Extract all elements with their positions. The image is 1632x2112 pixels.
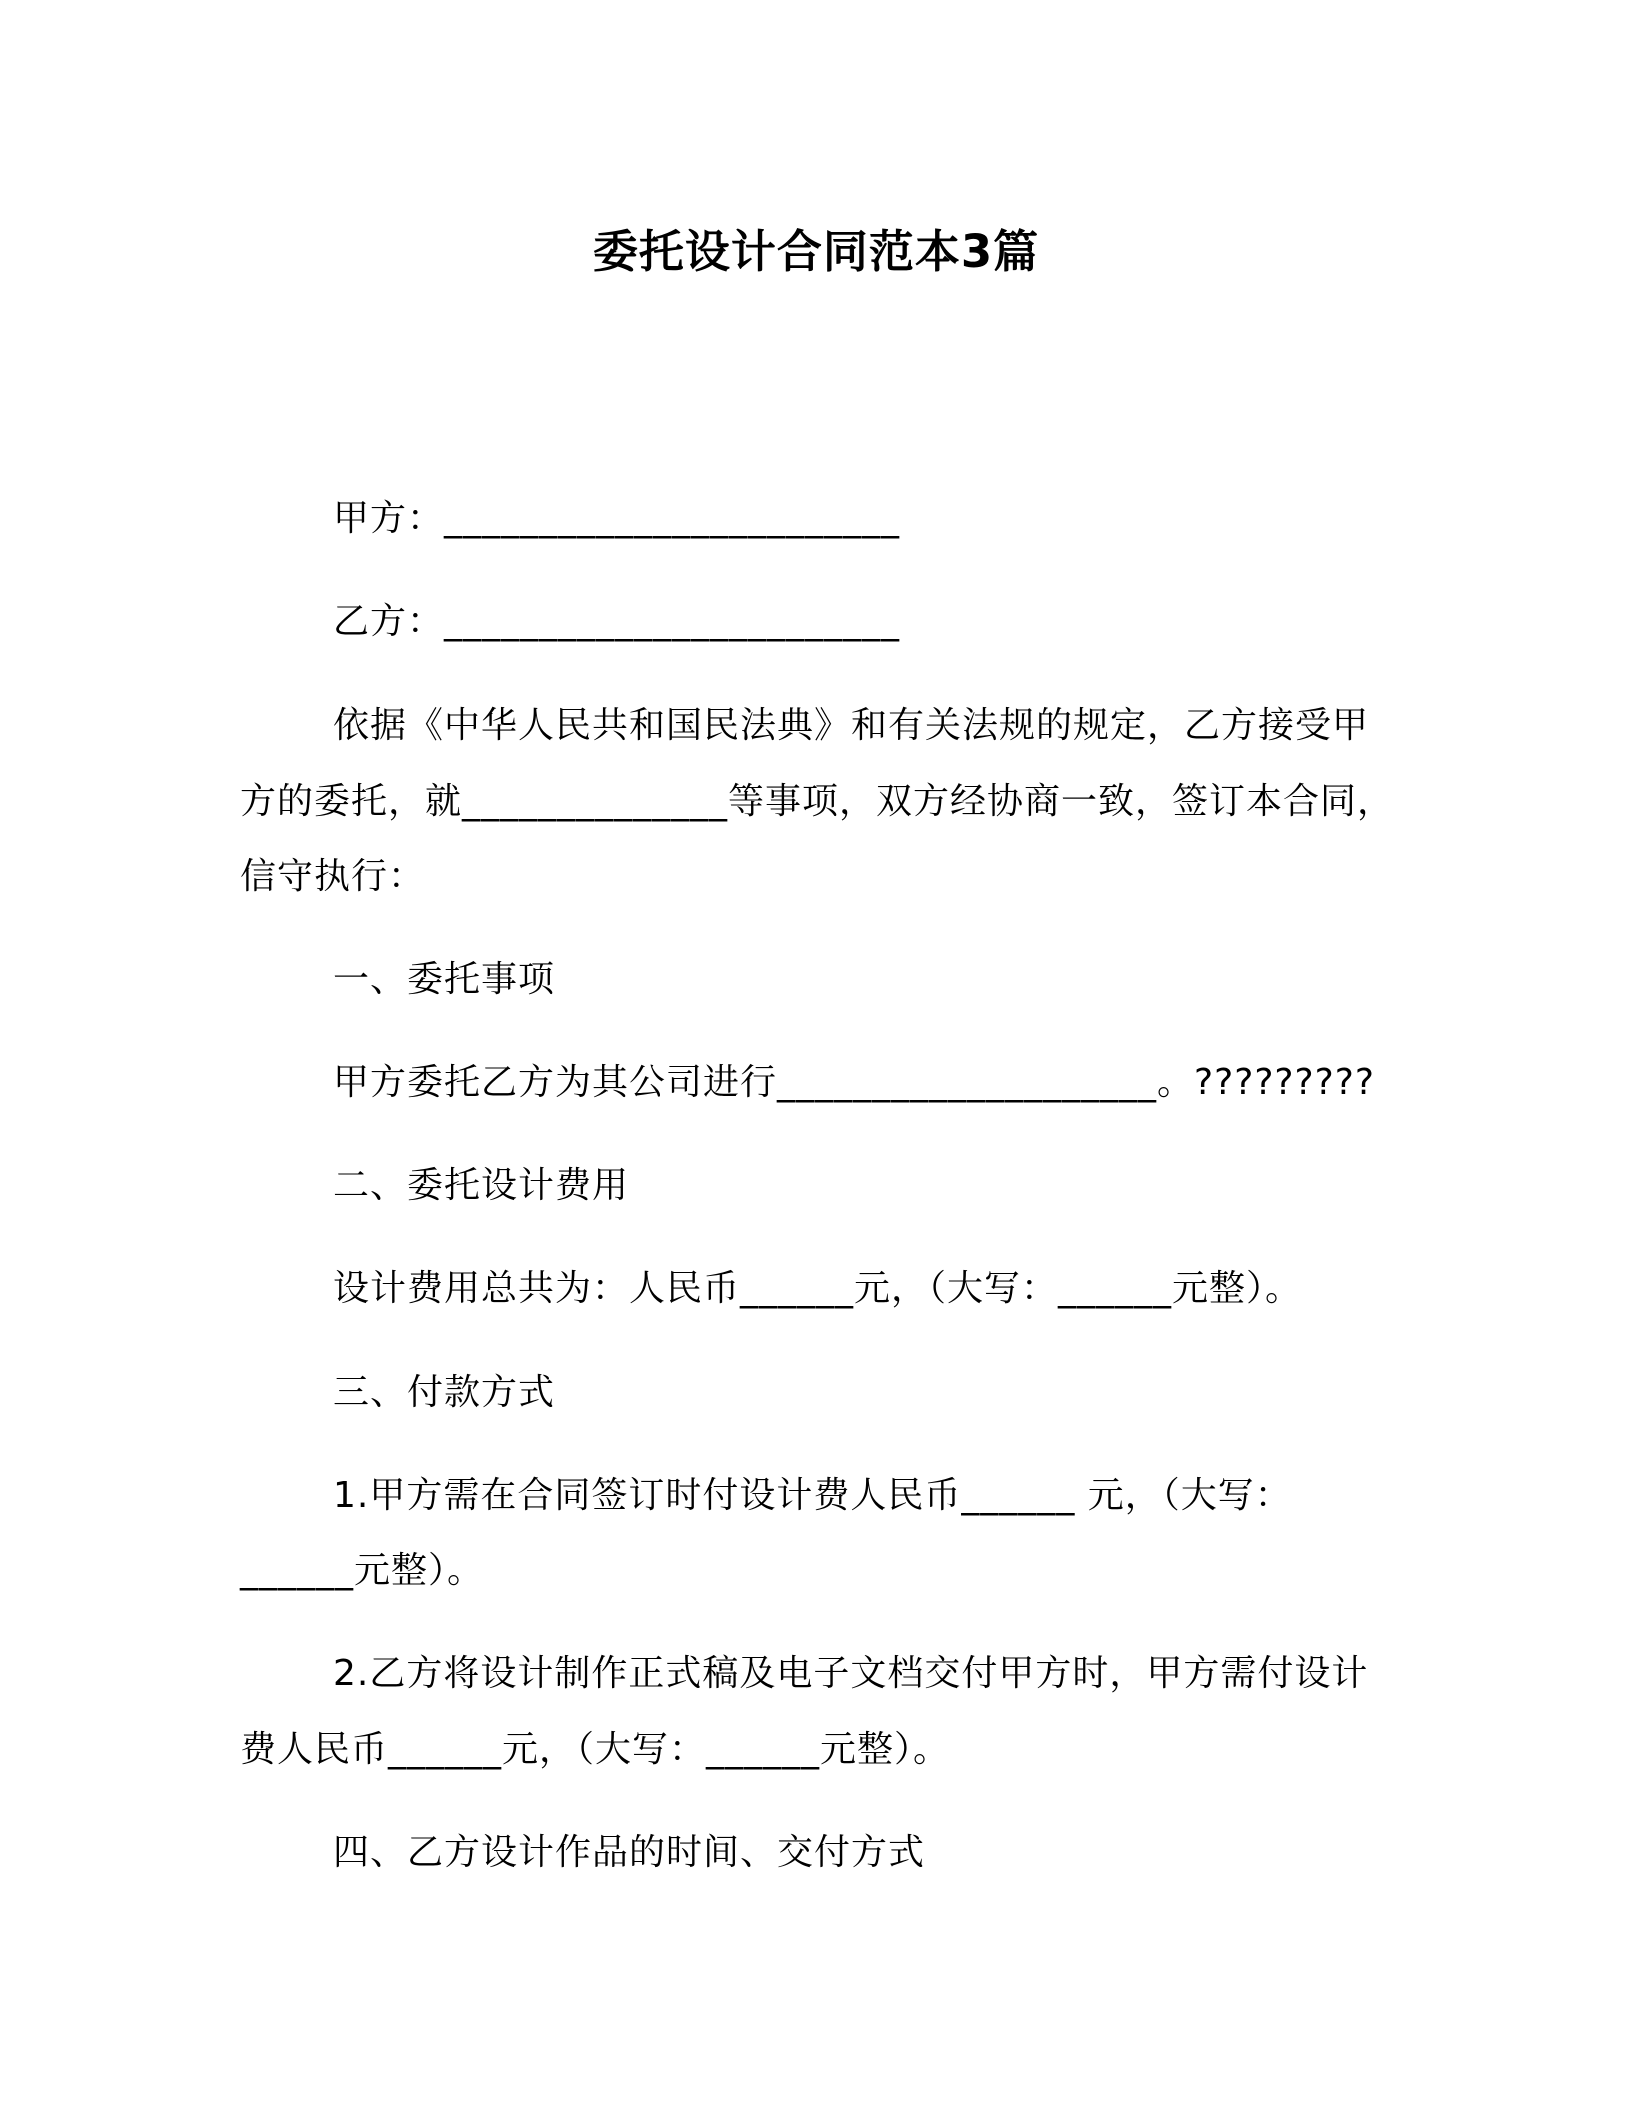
intro-line-1: 依据《中华人民共和国民法典》和有关法规的规定，乙方接受甲	[333, 705, 1370, 746]
party-b-line: 乙方：________________________	[333, 601, 901, 642]
section-2-body: 设计费用总共为：人民币______元，（大写：______元整）。	[333, 1268, 1303, 1309]
section-1-body: 甲方委托乙方为其公司进行____________________。?????????	[333, 1062, 1375, 1103]
section-1-heading: 一、委托事项	[333, 959, 556, 1000]
section-2-heading: 二、委托设计费用	[333, 1165, 630, 1206]
section-3-heading: 三、付款方式	[333, 1372, 556, 1413]
payment-1-line-1: 1.甲方需在合同签订时付设计费人民币______ 元，（大写：	[333, 1475, 1292, 1516]
payment-2-line-2: 费人民币______元，（大写：______元整）。	[240, 1729, 951, 1770]
section-4-heading: 四、乙方设计作品的时间、交付方式	[333, 1832, 926, 1873]
document-title: 委托设计合同范本3篇	[592, 225, 1040, 278]
payment-1-line-2: ______元整）。	[240, 1550, 485, 1591]
intro-line-2: 方的委托，就______________等事项，双方经协商一致，签订本合同，	[240, 781, 1395, 822]
party-a-line: 甲方：________________________	[333, 498, 901, 539]
intro-line-3: 信守执行：	[240, 856, 426, 897]
payment-2-line-1: 2.乙方将设计制作正式稿及电子文档交付甲方时，甲方需付设计	[333, 1653, 1369, 1694]
